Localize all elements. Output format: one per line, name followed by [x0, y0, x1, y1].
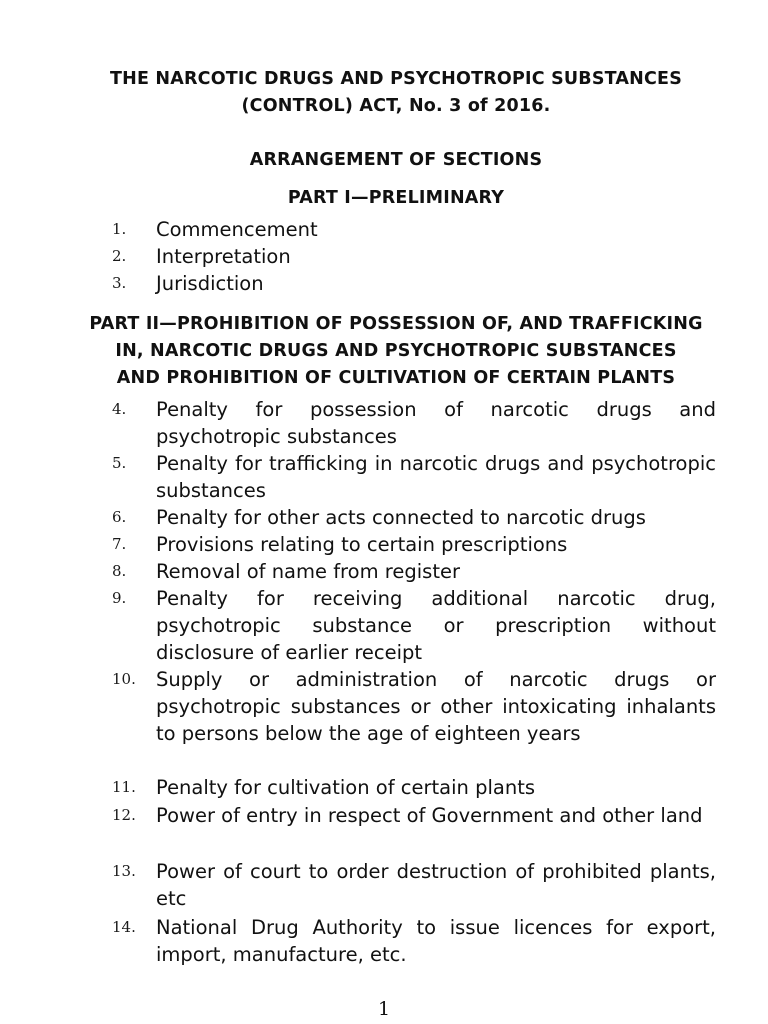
section-title: Penalty for other acts connected to narcotic drugs: [156, 506, 646, 529]
part-1-heading: PART I—PRELIMINARY: [287, 188, 505, 208]
section-number: 10.: [112, 670, 136, 688]
part-2-heading: [60, 311, 732, 392]
part-2-heading-line-3: AND PROHIBITION OF CULTIVATION OF CERTAIN PLANTS: [116, 368, 676, 388]
section-number: 11.: [112, 778, 136, 796]
title-line-1: THE NARCOTIC DRUGS AND PSYCHOTROPIC SUBSTANCES: [109, 69, 682, 89]
section-number: 13.: [112, 862, 136, 880]
section-number: 4.: [112, 400, 127, 418]
section-number: 3.: [112, 274, 127, 292]
document-title: [60, 66, 732, 120]
section-title: Removal of name from register: [156, 560, 460, 583]
section-number: 7.: [112, 535, 127, 553]
section-number: 8.: [112, 562, 127, 580]
arrangement-heading: ARRANGEMENT OF SECTIONS: [249, 150, 543, 170]
section-title: Commencement: [156, 218, 318, 241]
part-2-heading-line-2: IN, NARCOTIC DRUGS AND PSYCHOTROPIC SUBSTANCES: [115, 341, 677, 361]
section-title: National Drug Authority to issue licences for export, import, manufacture, etc.: [156, 916, 716, 966]
section-title: Penalty for trafficking in narcotic drugs and psychotropic substances: [156, 452, 716, 502]
section-number: 1.: [112, 220, 127, 238]
section-title: Jurisdiction: [156, 272, 264, 295]
section-number: 14.: [112, 918, 136, 936]
title-line-2: (CONTROL) ACT, No. 3 of 2016.: [241, 96, 551, 116]
section-title: Power of entry in respect of Government and other land: [156, 804, 703, 827]
section-number: 12.: [112, 806, 136, 824]
section-title: Interpretation: [156, 245, 291, 268]
section-title: Penalty for receiving additional narcotic drug, psychotropic substance or prescription without disclosure of earlier receipt: [156, 587, 716, 664]
section-number: 2.: [112, 247, 127, 265]
section-title: Penalty for cultivation of certain plants: [156, 776, 535, 799]
section-title: Provisions relating to certain prescriptions: [156, 533, 568, 556]
part-2-heading-line-1: PART II—PROHIBITION OF POSSESSION OF, AND TRAFFICKING: [89, 314, 703, 334]
page-number: 1: [377, 998, 391, 1020]
section-title: Penalty for possession of narcotic drugs and psychotropic substances: [156, 398, 716, 448]
section-number: 5.: [112, 454, 127, 472]
section-title: Power of court to order destruction of prohibited plants, etc: [156, 860, 716, 910]
section-title: Supply or administration of narcotic drugs or psychotropic substances or other intoxicating inhalants to persons below the age of eighteen years: [156, 668, 716, 745]
section-number: 9.: [112, 589, 127, 607]
section-number: 6.: [112, 508, 127, 526]
